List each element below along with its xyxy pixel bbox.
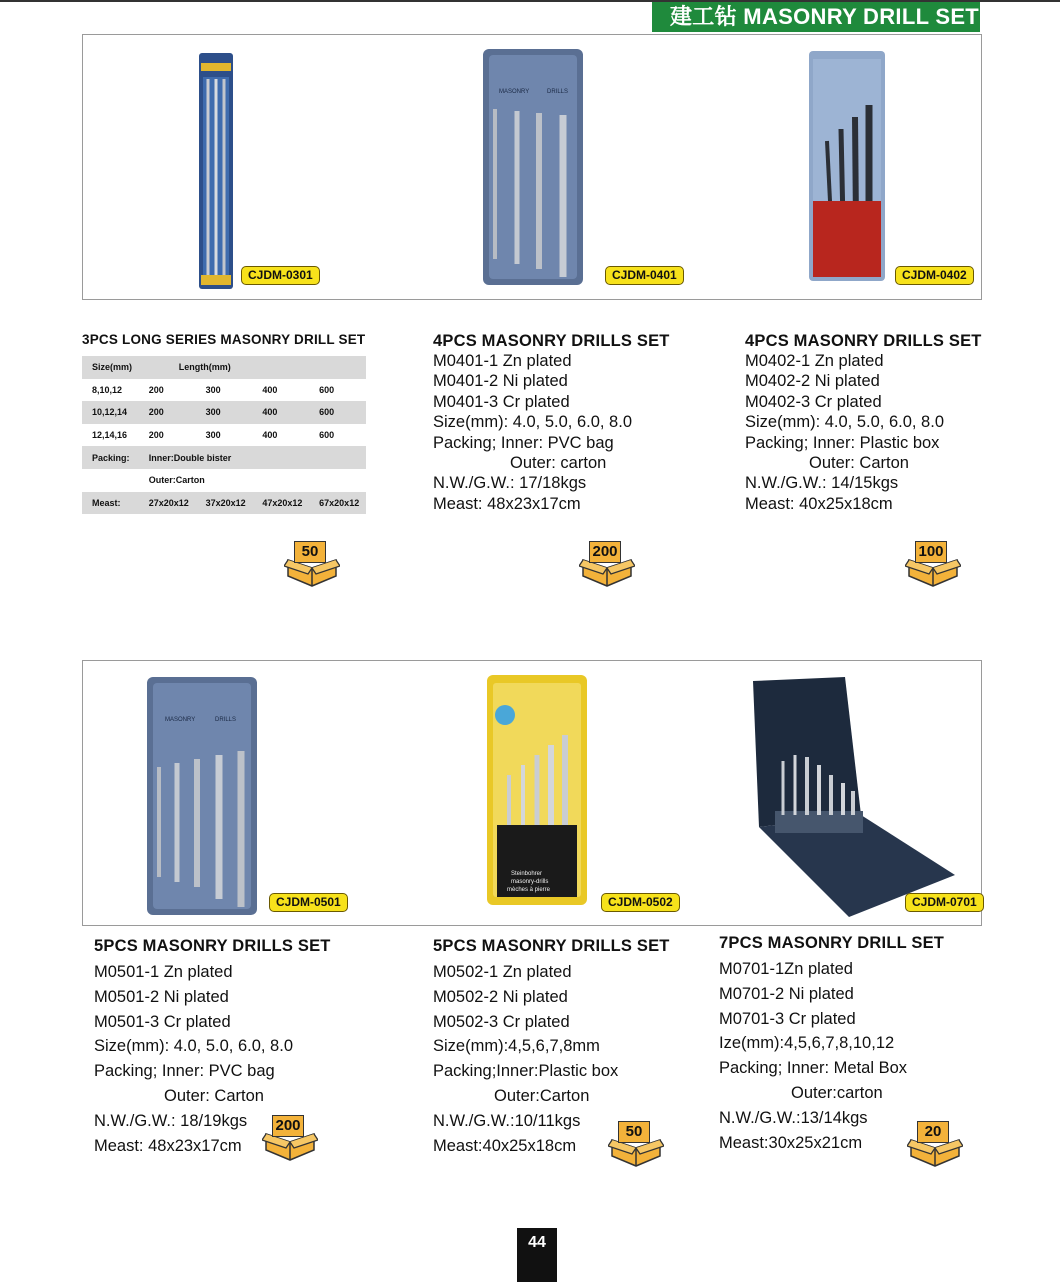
photo-label-masonry: MASONRY [165,717,196,723]
spec-line: M0701-1Zn plated [719,960,853,978]
photo-label-drills: DRILLS [547,89,569,95]
photo-label-steinbohrer: Steinbohrer [511,871,543,877]
spec-line: Packing; Inner: PVC bag [433,433,614,452]
table-cell: 600 [309,401,366,424]
section-title: 5PCS MASONRY DRILLS SET [433,937,670,955]
section-title: 4PCS MASONRY DRILLS SET [433,332,670,350]
spec-line: Outer: Carton [164,1086,264,1105]
section-title: 5PCS MASONRY DRILLS SET [94,937,331,955]
spec-block-cjdm-0301 [82,332,372,347]
table-cell: 47x20x12 [252,492,309,515]
photo-label-masonry: MASONRY [499,89,530,95]
table-cell: 400 [252,401,309,424]
table-cell: 300 [196,401,253,424]
carton-qty-value: 50 [618,1121,650,1143]
spec-line: M0402-1 Zn plated [745,352,884,370]
carton-qty-value: 100 [915,541,947,563]
section-title: 3PCS LONG SERIES MASONRY DRILL SET [82,332,366,347]
spec-line: Meast: 48x23x17cm [94,1136,242,1155]
product-code-tag: CJDM-0701 [905,893,984,912]
carton-qty-value: 20 [917,1121,949,1143]
table-cell: Meast: [82,492,139,515]
table-cell: 300 [205,430,221,441]
spec-line: Meast: 48x23x17cm [433,494,581,513]
spec-line: M0502-1 Zn plated [433,963,572,981]
table-cell: 10,12,14 [82,401,139,424]
carton-qty-value: 200 [589,541,621,563]
spec-line: M0401-1 Zn plated [433,352,572,370]
spec-line: M0502-2 Ni plated [433,987,568,1006]
spec-line: Size(mm): 4.0, 5.0, 6.0, 8.0 [433,413,632,432]
table-row [82,379,366,402]
table-cell: 600 [319,430,335,441]
spec-line: Outer: Carton [809,454,909,473]
spec-line: M0402-3 Cr plated [745,392,882,411]
spec-line: M0501-3 Cr plated [94,1012,231,1031]
spec-line: N.W./G.W.: 18/19kgs [94,1111,248,1130]
section-title: 7PCS MASONRY DRILL SET [719,934,945,952]
product-image-cjdm-0401 [483,49,583,285]
table-cell: 200 [139,401,196,424]
table-cell: 400 [262,430,278,441]
table-row [82,401,366,424]
spec-line: N.W./G.W.: 17/18kgs [433,474,587,493]
table-row-meast [82,492,366,515]
spec-line: Outer:Carton [494,1086,590,1105]
product-image-cjdm-0701 [749,675,961,919]
table-cell: Inner:Double bister [139,446,366,469]
carton-qty-badge [284,544,340,588]
spec-line: Packing; Inner: Metal Box [719,1059,908,1078]
product-code-tag: CJDM-0502 [601,893,680,912]
table-cell: 8,10,12 [92,384,123,395]
product-image-cjdm-0502 [487,675,587,905]
spec-line: M0401-2 Ni plated [433,372,568,391]
spec-line: N.W./G.W.:10/11kgs [433,1111,581,1130]
table-cell: 27x20x12 [139,492,196,515]
carton-qty-badge [907,1124,963,1168]
spec-line: Outer: carton [510,454,607,473]
product-panel-top [82,34,982,300]
table-cell: 400 [262,384,278,395]
spec-line: M0501-2 Ni plated [94,987,229,1006]
spec-line: Ize(mm):4,5,6,7,8,10,12 [719,1034,895,1053]
spec-line: Meast: 40x25x18cm [745,494,893,513]
table-cell: 67x20x12 [309,492,366,515]
spec-line: Packing;Inner:Plastic box [433,1062,619,1081]
spec-line: N.W./G.W.:13/14kgs [719,1108,868,1127]
carton-qty-badge [579,544,635,588]
product-image-cjdm-0402 [809,51,885,281]
spec-line: M0501-1 Zn plated [94,963,233,981]
table-cell: 300 [205,384,221,395]
spec-table-cjdm-0301 [82,356,366,514]
product-code-tag: CJDM-0501 [269,893,348,912]
spec-block-cjdm-0401 [433,332,670,514]
spec-line: Meast:40x25x18cm [433,1136,577,1155]
spec-line: M0701-3 Cr plated [719,1009,856,1028]
photo-label-masonry-drills: masonry-drills [511,879,549,885]
carton-qty-badge [608,1124,664,1168]
photo-label-drills: DRILLS [215,717,237,723]
product-image-cjdm-0501 [147,677,257,915]
spec-line: Packing; Inner: PVC bag [94,1062,275,1081]
spec-line: Meast:30x25x21cm [719,1133,863,1152]
spec-line: M0502-3 Cr plated [433,1012,570,1031]
table-cell: 200 [148,384,164,395]
photo-label-meches: mèches à pierre [507,887,551,893]
table-row-outer [82,469,366,492]
spec-line: M0401-3 Cr plated [433,392,570,411]
carton-qty-badge [905,544,961,588]
spec-line: N.W./G.W.: 14/15kgs [745,474,899,493]
product-image-cjdm-0301 [197,53,237,289]
table-cell: Packing: [82,446,139,469]
spec-block-cjdm-0701 [719,934,944,1155]
product-code-tag: CJDM-0402 [895,266,974,285]
table-cell: 37x20x12 [196,492,253,515]
product-panel-bottom [82,660,982,926]
table-cell: 12,14,16 [92,430,128,441]
carton-qty-value: 200 [272,1115,304,1137]
spec-line: M0402-2 Ni plated [745,372,880,391]
spec-line: Size(mm):4,5,6,7,8mm [433,1037,600,1056]
table-row [82,424,366,447]
page-header: 建工钻 MASONRY DRILL SET [652,2,980,32]
product-code-tag: CJDM-0401 [605,266,684,285]
table-header-size: Size(mm) [82,356,139,379]
table-header-row [82,356,366,379]
spec-line: M0701-2 Ni plated [719,984,854,1003]
spec-block-cjdm-0402 [745,332,982,514]
section-title: 4PCS MASONRY DRILLS SET [745,332,982,350]
product-code-tag: CJDM-0301 [241,266,320,285]
table-header-length: Length(mm) [139,356,366,379]
carton-qty-badge [262,1118,318,1162]
spec-line: Size(mm): 4.0, 5.0, 6.0, 8.0 [94,1037,293,1056]
table-cell: Outer:Carton [148,475,205,486]
spec-line: Size(mm): 4.0, 5.0, 6.0, 8.0 [745,413,944,432]
spec-line: Packing; Inner: Plastic box [745,433,940,452]
page-number: 44 [517,1228,557,1282]
spec-line: Outer:carton [791,1083,883,1102]
table-row-packing [82,446,366,469]
table-cell: 200 [148,430,164,441]
table-cell: 600 [319,384,335,395]
carton-qty-value: 50 [294,541,326,563]
